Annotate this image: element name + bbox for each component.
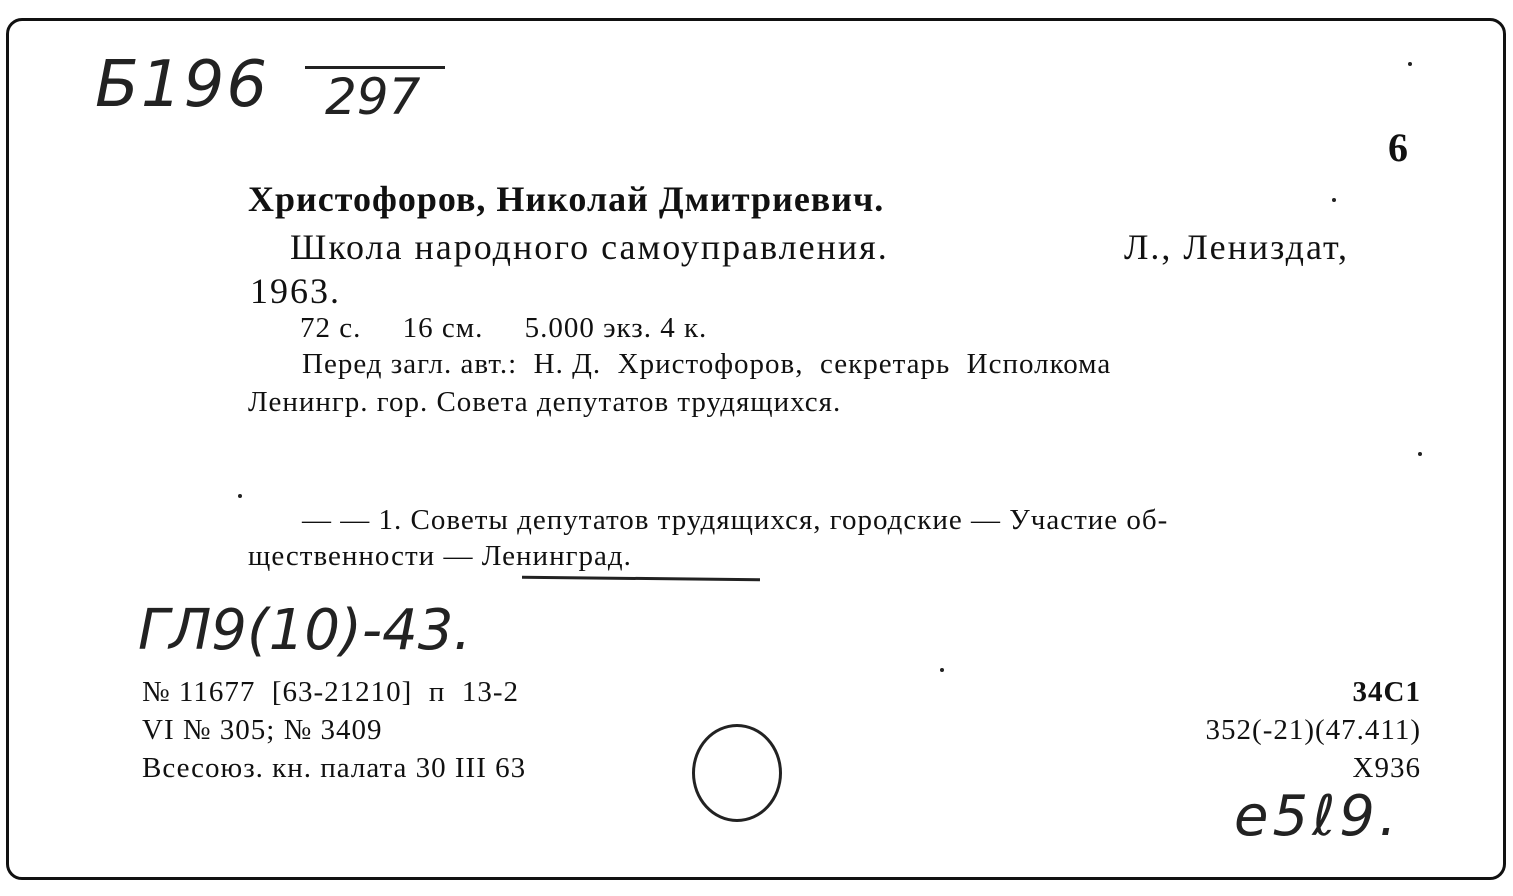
speck	[1408, 62, 1412, 66]
handwritten-inventory: е5ℓ9.	[1234, 784, 1401, 849]
note-line-2: Ленингр. гор. Совета депутатов трудящихся.	[248, 386, 842, 418]
call-fraction: 297	[325, 68, 421, 126]
speck	[1332, 198, 1336, 202]
book-chamber: Всесоюз. кн. палата 30 III 63	[142, 752, 527, 784]
speck	[940, 668, 944, 672]
class-code-2: 352(-21)(47.411)	[1205, 714, 1421, 746]
subject-line-1: — — 1. Советы депутатов трудящихся, городские — Участие об-	[302, 504, 1169, 536]
handwritten-classification: ГЛ9(10)-43.	[138, 598, 472, 663]
publication-year: 1963.	[250, 271, 341, 311]
book-title: Школа народного самоуправления.	[290, 227, 889, 267]
speck	[1418, 452, 1422, 456]
publisher: Л., Лениздат,	[1124, 227, 1350, 267]
class-code-3: Х936	[1352, 752, 1421, 784]
record-number: № 11677 [63-21210] п 13-2	[142, 676, 519, 708]
class-code-1: 34С1	[1352, 676, 1421, 708]
stamp-circle	[692, 724, 782, 822]
author-heading: Христофоров, Николай Дмитриевич.	[248, 179, 885, 219]
subject-line-2: щественности — Ленинград.	[248, 540, 632, 572]
physical-description: 72 с. 16 см. 5.000 экз. 4 к.	[300, 312, 708, 344]
card-number: 6	[1388, 125, 1408, 170]
note-line-1: Перед загл. авт.: Н. Д. Христофоров, секретарь Исполкома	[302, 348, 1112, 380]
speck	[238, 494, 242, 498]
call-number: Б196	[95, 48, 270, 122]
record-vi: VI № 305; № 3409	[142, 714, 383, 746]
